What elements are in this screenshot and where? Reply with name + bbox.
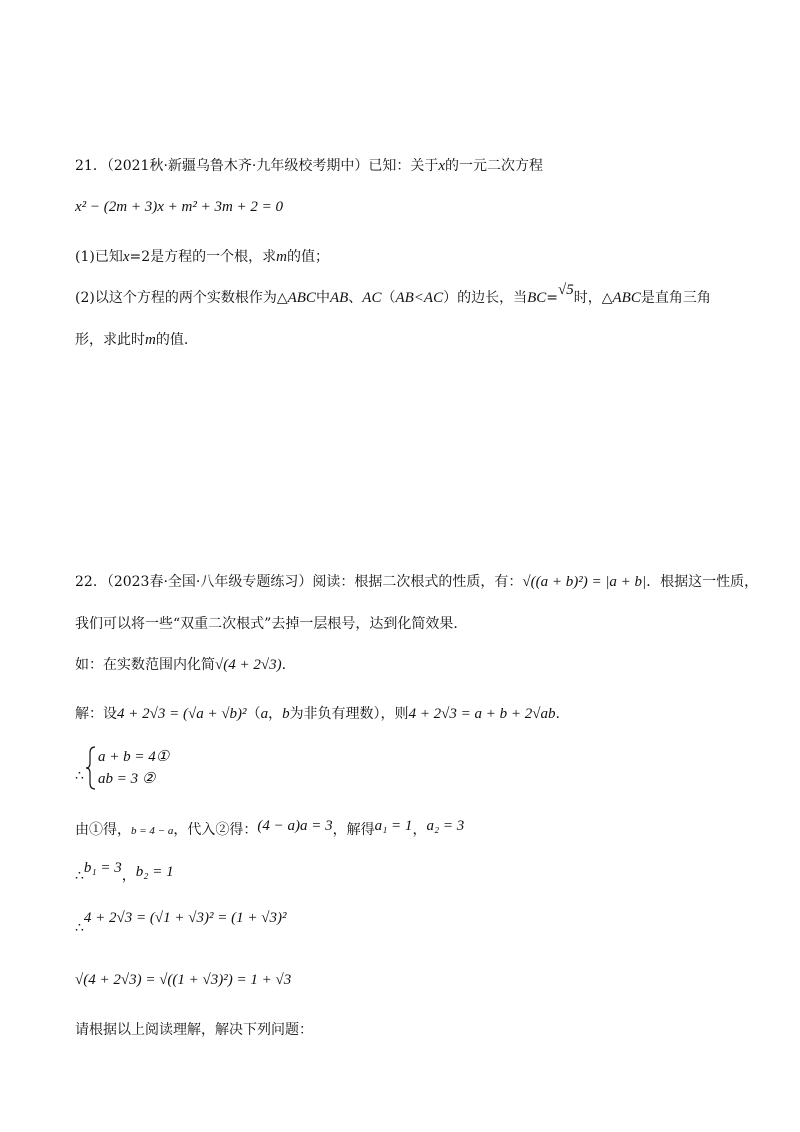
q22-step-text-2: ，代入②得： bbox=[173, 822, 258, 838]
q22-comma: ， bbox=[268, 706, 283, 722]
q21-part-2-line-2 bbox=[75, 330, 188, 350]
q22-intro-text-2: ．根据这一性质， bbox=[646, 574, 759, 590]
q22-example-expr: √(4 + 2√3) bbox=[215, 657, 282, 673]
q21-part-1-var-x: x bbox=[122, 249, 130, 265]
q22-result-1-line bbox=[75, 910, 287, 938]
q22-var-a: a bbox=[260, 706, 269, 722]
q22-therefore-1: ∴ bbox=[75, 768, 84, 784]
q21-condition: AB<AC bbox=[395, 290, 444, 306]
q21-source: （2021秋·新疆乌鲁木齐·九年级校考期中） bbox=[106, 158, 369, 174]
q21-side-ab: AB bbox=[329, 290, 349, 306]
q21-part-1-text: (1)已知 bbox=[75, 249, 123, 265]
q22-setup-formula: 4 + 2√3 = (√a + √b)² bbox=[117, 706, 247, 722]
q21-part-2-text-7: 的值. bbox=[155, 332, 189, 348]
q22-example-text: 如：在实数范围内化简 bbox=[75, 657, 215, 673]
q21-part-2-var-m: m bbox=[145, 332, 156, 348]
q21-sqrt5: √5 bbox=[557, 282, 574, 298]
q22-example-period: . bbox=[281, 657, 287, 673]
q21-intro-text: 已知：关于 bbox=[368, 158, 439, 174]
q22-setup-text: 为非负有理数），则 bbox=[289, 706, 409, 722]
q22-therefore-2: ∴ bbox=[75, 868, 84, 884]
q21-side-ac: AC bbox=[362, 290, 382, 306]
q22-b-expression: b = 4 − a bbox=[131, 825, 174, 837]
q22-closing: 请根据以上阅读理解，解决下列问题： bbox=[75, 1022, 313, 1038]
q22-step bbox=[75, 820, 464, 841]
q22-line-2: 我们可以将一些“双重二次根式”去掉一层根号，达到化简效果. bbox=[75, 616, 458, 632]
q21-intro-text-2: 的一元二次方程 bbox=[445, 158, 544, 174]
q21-part-1-text-3: 的值； bbox=[287, 249, 329, 265]
q22-intro-text: 阅读：根据二次根式的性质，有： bbox=[312, 574, 523, 590]
q22-b-values bbox=[75, 860, 174, 886]
q21-side-bc: BC bbox=[527, 290, 547, 306]
q22-expansion-formula: 4 + 2√3 = a + b + 2√ab bbox=[408, 706, 556, 722]
q22-property-formula: √((a + b)²) = |a + b| bbox=[522, 574, 647, 590]
q21-equation: x² − (2m + 3)x + m² + 3m + 2 = 0 bbox=[75, 199, 284, 215]
q21-part-1-var-m: m bbox=[276, 249, 287, 265]
q21-part-2-text-6: 形，求此时 bbox=[75, 332, 145, 348]
q21-part-2-text-4: 时，△ bbox=[573, 290, 613, 306]
q21-part-2-line-1 bbox=[75, 282, 711, 308]
q21-number: 21． bbox=[75, 158, 107, 174]
brace-path bbox=[86, 747, 95, 789]
q21-equals: = bbox=[546, 290, 558, 306]
q22-period: . bbox=[555, 706, 560, 722]
q22-system-eq-2: ab = 3 ② bbox=[98, 771, 156, 787]
q22-solution-label: 解：设 bbox=[75, 706, 117, 722]
q22-solution-setup bbox=[75, 704, 560, 724]
q21-triangle-abc-2: ABC bbox=[612, 290, 641, 306]
q21-var-x: x bbox=[438, 158, 446, 174]
q22-substituted-eq: (4 − a)a = 3 bbox=[257, 818, 333, 834]
q21-part-2-text-2: 中 bbox=[315, 290, 330, 306]
q22-b-sep: ， bbox=[121, 868, 136, 884]
q22-step-text-3: ，解得 bbox=[332, 822, 375, 838]
q21-part-2-paren: （ bbox=[381, 290, 396, 306]
q22-result-1: 4 + 2√3 = (√1 + √3)² = (1 + √3)² bbox=[83, 910, 287, 926]
q21-triangle-abc: ABC bbox=[287, 290, 316, 306]
q22-line-1 bbox=[75, 572, 758, 592]
q21-part-2-text-3: ）的边长，当 bbox=[443, 290, 528, 306]
q22-therefore-3: ∴ bbox=[75, 920, 84, 936]
q22-result-2: √(4 + 2√3) = √((1 + √3)²) = 1 + √3 bbox=[75, 972, 292, 988]
q22-root-b2: b₂ = 1 bbox=[135, 864, 174, 880]
q21-part-2-sep: 、 bbox=[348, 290, 363, 306]
q21-part-1-text-2: =2是方程的一个根，求 bbox=[129, 249, 277, 265]
q22-paren-open: （ bbox=[246, 706, 261, 722]
q22-root-b1: b₁ = 3 bbox=[83, 860, 122, 876]
q22-source: （2023春·全国·八年级专题练习） bbox=[106, 574, 313, 590]
q21-line-1 bbox=[75, 156, 543, 176]
q22-system-eq-1: a + b = 4① bbox=[98, 749, 170, 765]
q22-var-b: b bbox=[282, 706, 290, 722]
q21-part-1 bbox=[75, 247, 329, 267]
q22-step-text: 由①得， bbox=[75, 822, 131, 838]
q22-example bbox=[75, 655, 286, 675]
left-brace-icon bbox=[86, 746, 96, 790]
q22-root-a2: a₂ = 3 bbox=[426, 818, 465, 834]
q22-root-a1: a₁ = 1 bbox=[374, 818, 413, 834]
q22-number: 22． bbox=[75, 574, 107, 590]
q22-step-sep: ， bbox=[412, 822, 427, 838]
q21-part-2-text: (2)以这个方程的两个实数根作为△ bbox=[75, 290, 288, 306]
q21-part-2-text-5: 是直角三角 bbox=[640, 290, 711, 306]
